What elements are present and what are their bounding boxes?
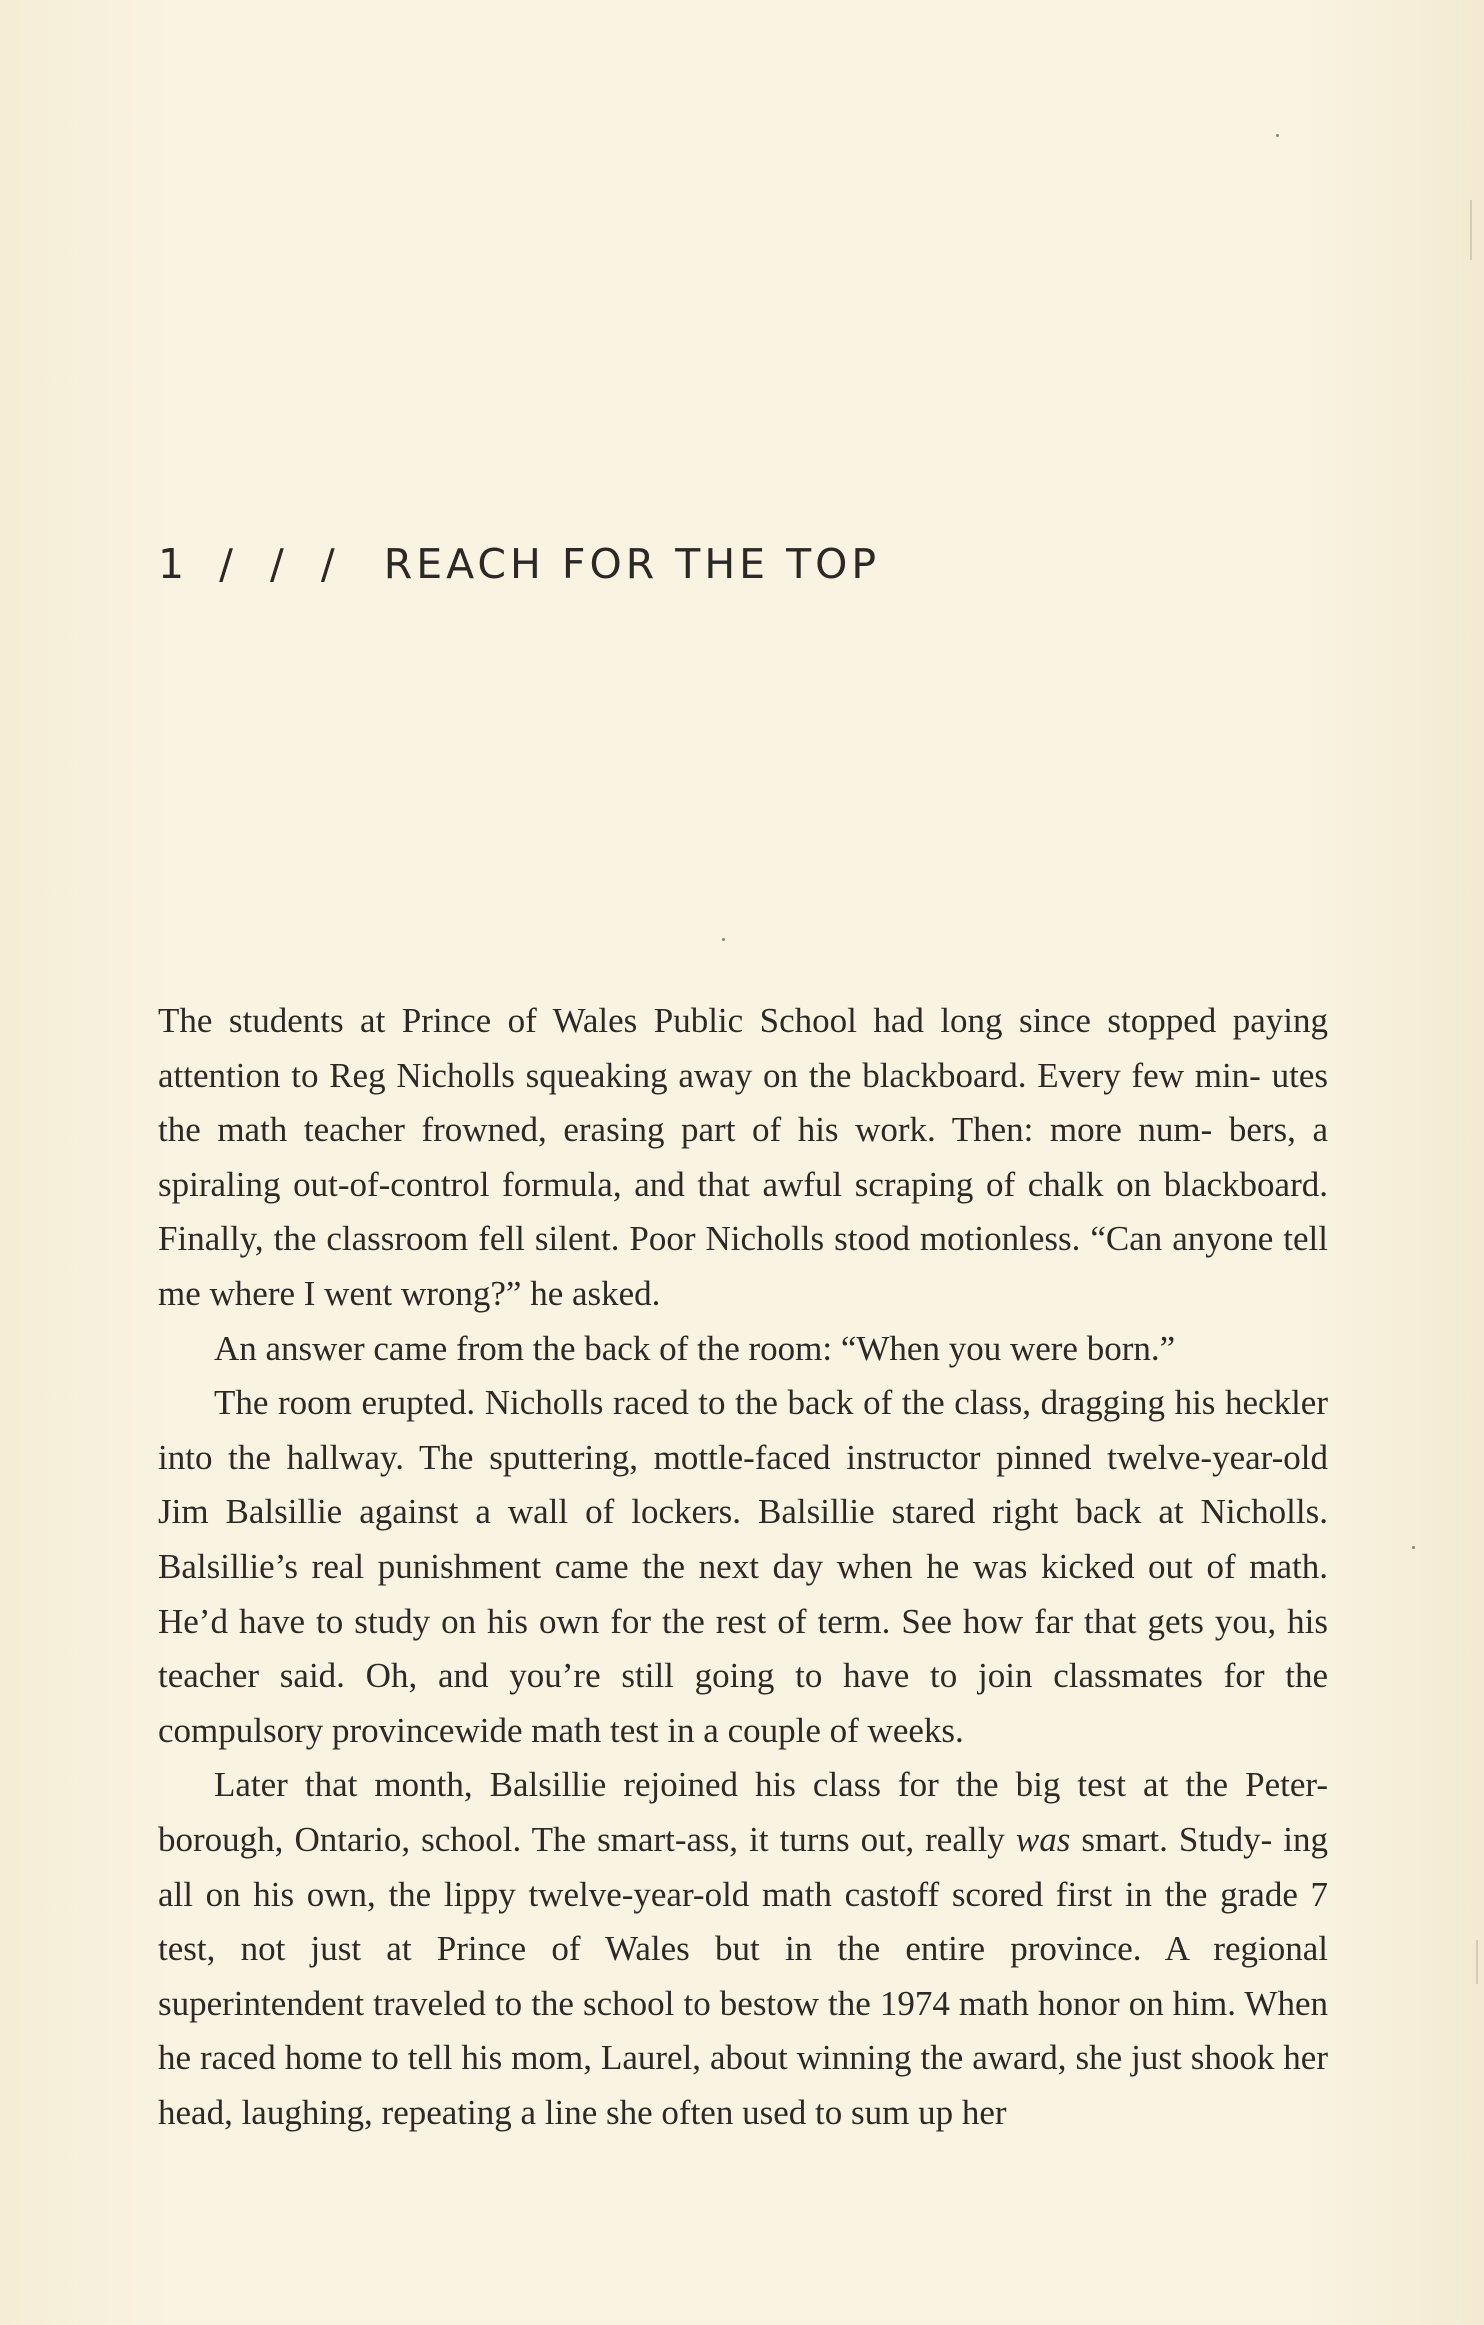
- text-line: An answer came from the back of the room: “When you were born.”: [214, 1328, 1176, 1368]
- paragraph-2: [158, 1322, 1328, 1377]
- text-line: smart. Study-: [1070, 1819, 1273, 1859]
- text-line: See how far that gets you, his teacher said. Oh, and you’re still going to have: [158, 1601, 1328, 1696]
- text-line: heckler into the hallway. The sputtering, mottle-faced instructor pinned: [158, 1383, 1328, 1477]
- text-line: “Can anyone tell me where I went wrong?” he asked.: [158, 1219, 1328, 1313]
- text-line: twelve-year-old Jim Balsillie against a wall of lockers. Balsillie stared right: [158, 1437, 1328, 1532]
- scan-mark: [1470, 200, 1472, 260]
- chapter-separator: / / /: [219, 540, 347, 588]
- text-line: borough, Ontario, school. The smart-ass, it turns out, really: [158, 1819, 1016, 1859]
- text-line: grade 7 test, not just at Prince of Wales but in the entire province. A regional: [158, 1874, 1328, 1969]
- text-line: ing all on his own, the lippy twelve-year-old math castoff scored first in the: [158, 1819, 1329, 1914]
- paragraph-4: [158, 1758, 1328, 2140]
- paragraph-3: [158, 1376, 1328, 1758]
- text-line: The room erupted. Nicholls raced to the back of the class, dragging his: [214, 1383, 1216, 1423]
- emphasis: was: [1015, 1819, 1071, 1859]
- chapter-heading: [158, 540, 880, 588]
- scan-speck: [1412, 1546, 1415, 1549]
- text-line: utes the math teacher frowned, erasing part of his work. Then: more num-: [158, 1055, 1328, 1150]
- text-line: Later that month, Balsillie rejoined his class for the big test at the Peter-: [214, 1765, 1328, 1805]
- text-line: to join classmates for the compulsory provincewide math test in a couple of: [158, 1656, 1329, 1750]
- chapter-number: 1: [158, 540, 189, 588]
- text-line: weeks.: [867, 1710, 964, 1750]
- scan-speck: [1276, 134, 1279, 137]
- text-line: blackboard. Finally, the classroom fell silent. Poor Nicholls stood motionless.: [158, 1164, 1328, 1259]
- scan-speck: [722, 938, 725, 941]
- text-line: back at Nicholls. Balsillie’s real punishment came the next day when he: [158, 1492, 1328, 1586]
- text-line: attention to Reg Nicholls squeaking away on the blackboard. Every few min-: [158, 1055, 1261, 1095]
- text-line: superintendent traveled to the school to bestow the 1974 math honor on him.: [158, 1983, 1236, 2023]
- chapter-body: [158, 994, 1328, 2140]
- paragraph-1: [158, 994, 1328, 1322]
- text-line: When he raced home to tell his mom, Laurel, about winning the award, she: [158, 1983, 1328, 2078]
- scan-mark: [1476, 1940, 1478, 1984]
- text-line: just shook her head, laughing, repeating a line she often used to sum up her: [158, 2038, 1328, 2132]
- text-line: was kicked out of math. He’d have to study on his own for the rest of term.: [158, 1546, 1328, 1641]
- text-line: The students at Prince of Wales Public School had long since stopped paying: [158, 1001, 1328, 1040]
- chapter-title: REACH FOR THE TOP: [383, 540, 881, 588]
- text-line: bers, a spiraling out-of-control formula, and that awful scraping of chalk on: [158, 1110, 1328, 1204]
